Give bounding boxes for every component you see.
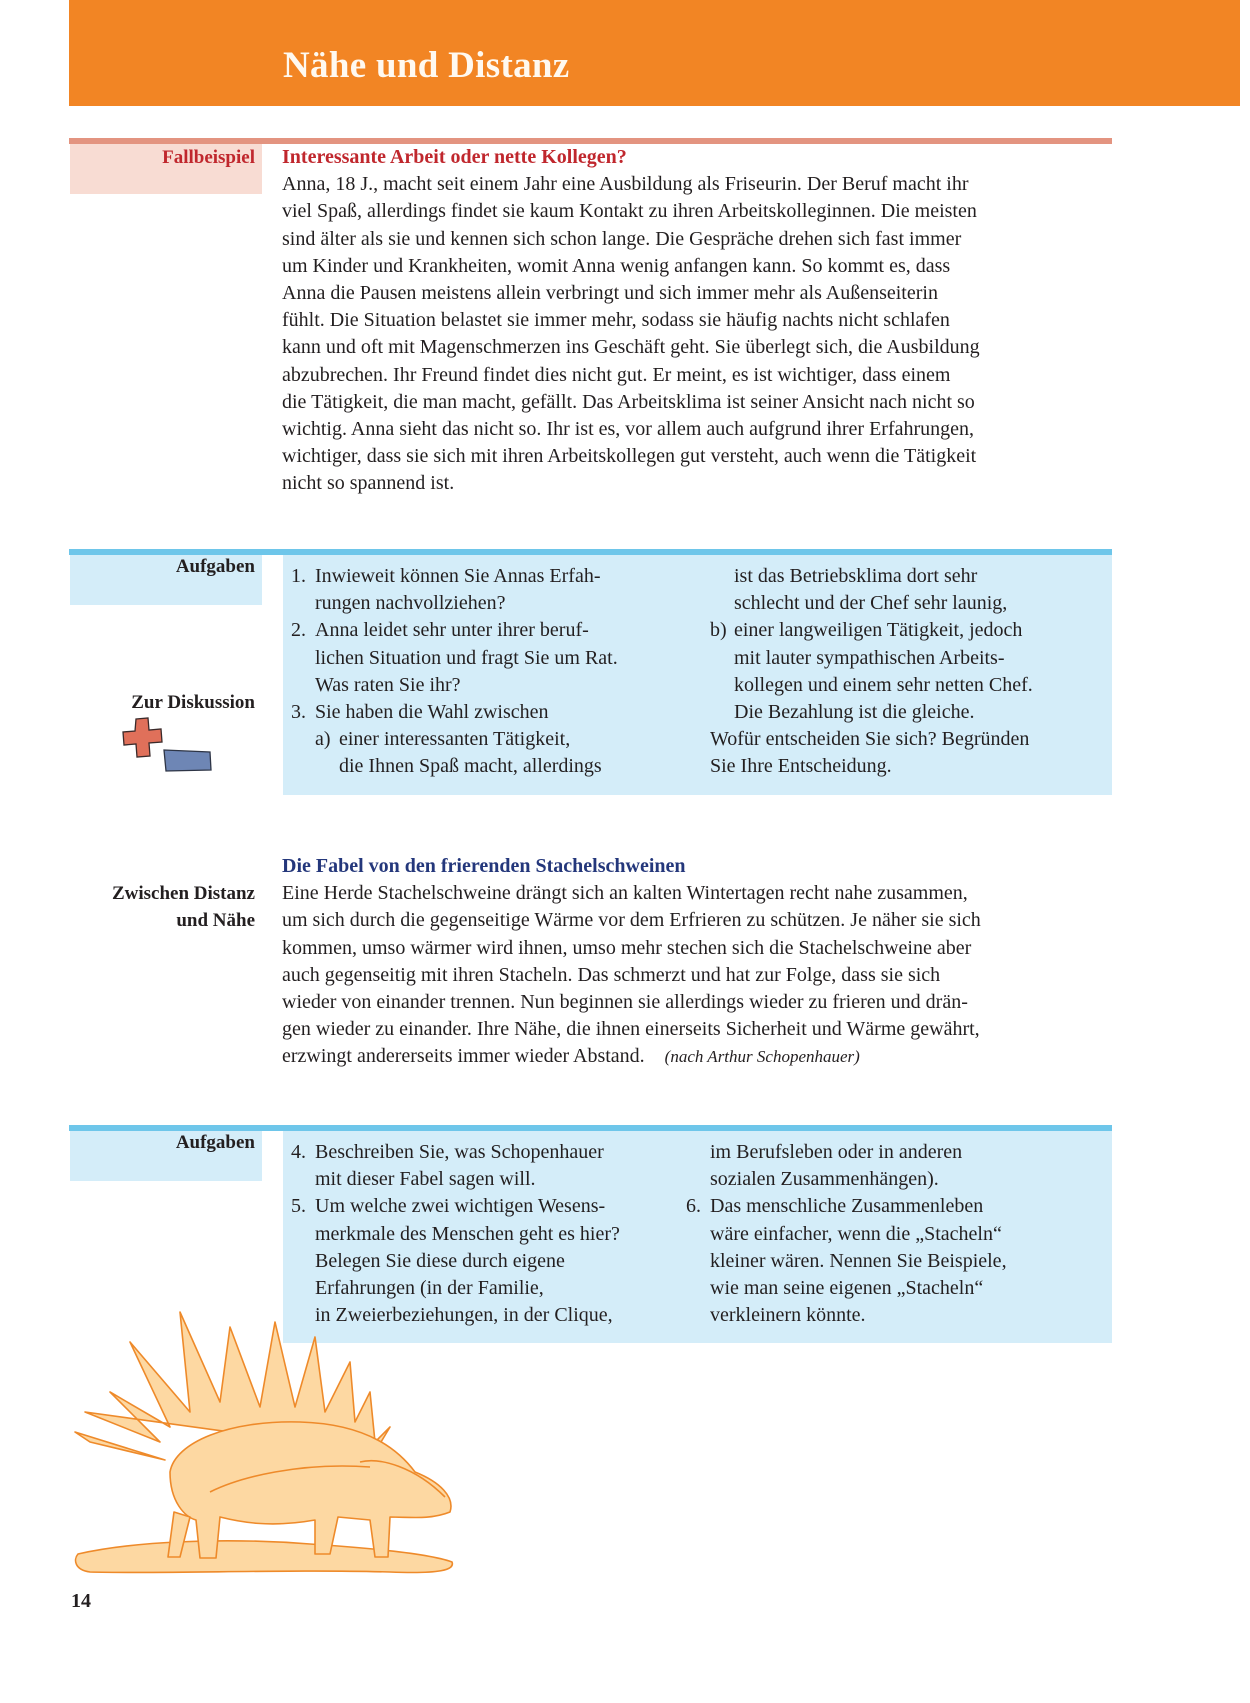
task-line [686,1166,1007,1193]
discussion-label: Zur Diskussion [131,692,255,713]
page-title: Nähe und Distanz [283,45,570,86]
task-text: im Berufsleben oder in anderen [710,1141,963,1163]
task-text: Inwieweit können Sie Annas Erfah- [315,565,601,587]
task-text: kleiner wären. Nennen Sie Beispiele, [710,1249,1007,1272]
task-text: Sie Ihre Entscheidung. [710,755,892,778]
task-line [291,726,618,753]
case-study-label: Fallbeispiel [162,147,255,168]
porcupine-icon [70,1292,470,1577]
task-text: Das menschliche Zusammenleben [710,1195,984,1218]
page-number: 14 [71,1590,91,1612]
case-study-line: abzubrechen. Ihr Freund findet dies nicht gut. Er meint, es ist wichtiger, dass einem [282,363,951,386]
case-study-line: wichtig. Anna sieht das nicht so. Ihr ist es, vor allem auch aufgrund ihrer Erfahrungen, [282,418,975,441]
task-subletter: b) [710,619,727,642]
task-text: einer langweiligen Tätigkeit, jedoch [734,619,1023,642]
task-text: rungen nachvollziehen? [315,592,506,615]
task-line [291,617,618,644]
task-text: Wofür entscheiden Sie sich? Begründen [710,728,1030,751]
case-study-line: Anna die Pausen meistens allein verbringt und sich immer mehr als Außenseiterin [282,282,938,305]
fable-text [282,880,1112,1070]
tasks1-label: Aufgaben [175,556,255,577]
tasks2-label: Aufgaben [175,1132,255,1153]
tasks1-left-column [291,563,618,781]
tasks1-right-column [710,563,1033,781]
case-study-line: sind älter als sie und kennen sich schon lange. Die Gespräche drehen sich fast immer [282,227,962,250]
task-line [291,699,618,726]
task-subletter: a) [315,728,331,751]
task-text: wäre einfacher, wenn die „Stacheln“ [710,1222,1002,1245]
task-line [291,1193,620,1220]
fable-line: gen wieder zu einander. Ihre Nähe, die ihnen einerseits Sicherheit und Wärme gewährt, [282,1018,980,1041]
task-line [291,672,618,699]
header-banner [69,0,1240,106]
fable-line: erzwingt andererseits immer wieder Abstand. (nach Arthur Schopenhauer) [282,1045,860,1068]
case-study-title: Interessante Arbeit oder nette Kollegen? [282,146,627,168]
case-study-line: nicht so spannend ist. [282,472,455,495]
task-number: 4. [291,1141,306,1163]
case-study-line: die Tätigkeit, die man macht, gefällt. Das Arbeitsklima ist seiner Ansicht nach nicht so [282,390,975,413]
tasks2-right-column [686,1139,1007,1329]
task-text: wie man seine eigenen „Stacheln“ [710,1277,984,1300]
task-text: einer interessanten Tätigkeit, [339,728,571,751]
task-line [291,1166,620,1193]
task-text: sozialen Zusammenhängen). [710,1168,939,1191]
fable-title: Die Fabel von den frierenden Stachelschweinen [282,855,686,877]
task-text: merkmale des Menschen geht es hier? [315,1222,620,1245]
task-number: 3. [291,701,306,724]
case-study-line: viel Spaß, allerdings findet sie kaum Kontakt zu ihren Arbeitskolleginnen. Die meisten [282,200,977,223]
task-number: 2. [291,619,306,642]
task-text: verkleinern könnte. [710,1304,866,1327]
tasks1-box [283,555,1112,795]
task-line [710,672,1033,699]
fable-line: kommen, umso wärmer wird ihnen, umso mehr stechen sich die Stachelschweine aber [282,936,972,959]
case-study-line: wichtiger, dass sie sich mit ihren Arbeitskollegen gut versteht, auch wenn die Tätigkeit [282,445,977,468]
task-text: Belegen Sie diese durch eigene [315,1249,565,1272]
task-text: mit dieser Fabel sagen will. [315,1168,536,1191]
task-line [710,753,1033,780]
task-line [686,1221,1007,1248]
task-line [291,753,618,780]
case-study-line: kann und oft mit Magenschmerzen ins Geschäft geht. Sie überlegt sich, die Ausbildung [282,336,980,359]
task-text: Die Bezahlung ist die gleiche. [734,701,975,724]
task-line [291,645,618,672]
task-line [710,617,1033,644]
task-line [710,726,1033,753]
task-line [710,563,1033,590]
task-line [291,590,618,617]
discussion-block-icon [164,750,211,771]
task-line [710,699,1033,726]
case-study-text [282,171,1112,497]
task-line [686,1302,1007,1329]
task-number: 6. [686,1195,701,1218]
task-line [710,590,1033,617]
task-line [291,1139,620,1166]
task-text: Anna leidet sehr unter ihrer beruf- [315,619,589,642]
task-line [291,1221,620,1248]
task-text: Erfahrungen (in der Familie, [315,1277,544,1300]
task-text: schlecht und der Chef sehr launig, [734,592,1008,615]
task-line [291,563,618,590]
task-line [710,645,1033,672]
task-line [291,1248,620,1275]
task-line [686,1193,1007,1220]
task-text: Was raten Sie ihr? [315,673,461,696]
task-number: 1. [291,565,306,587]
task-text: mit lauter sympathischen Arbeits- [734,646,1005,669]
task-text: die Ihnen Spaß macht, allerdings [339,755,602,778]
discussion-cross-icon [123,718,162,757]
fable-line: um sich durch die gegenseitige Wärme vor dem Erfrieren zu schützen. Je näher sie sich [282,909,981,932]
case-study-content [282,144,1112,498]
task-text: kollegen und einem sehr netten Chef. [734,673,1033,696]
fable-line: Eine Herde Stachelschweine drängt sich an kalten Wintertagen recht nahe zusammen, [282,882,968,905]
task-text: in Zweierbeziehungen, in der Clique, [315,1304,613,1327]
task-line [686,1248,1007,1275]
fable-content [282,853,1112,1071]
case-study-line: fühlt. Die Situation belastet sie immer mehr, sodass sie häufig nachts nicht schlafen [282,309,950,332]
fable-line: wieder von einander trennen. Nun beginnen sie allerdings wieder zu frieren und drän- [282,991,968,1014]
task-line [686,1275,1007,1302]
discussion-icon [120,716,215,774]
task-text: Um welche zwei wichtigen Wesens- [315,1195,606,1218]
fable-label-line1: Zwischen Distanz [111,883,255,904]
fable-credit: (nach Arthur Schopenhauer) [664,1047,860,1067]
case-study-line: um Kinder und Krankheiten, womit Anna wenig anfangen kann. So kommt es, dass [282,254,951,277]
fable-label-line2: und Nähe [176,910,255,931]
task-text: lichen Situation und fragt Sie um Rat. [315,646,618,669]
fable-line: auch gegenseitig mit ihren Stacheln. Das schmerzt und hat zur Folge, dass sie sich [282,963,941,986]
case-study-line: Anna, 18 J., macht seit einem Jahr eine Ausbildung als Friseurin. Der Beruf macht ihr [282,173,969,196]
task-number: 5. [291,1195,306,1218]
task-text: Sie haben die Wahl zwischen [315,701,549,724]
task-text: ist das Betriebsklima dort sehr [734,565,978,587]
task-line [686,1139,1007,1166]
task-text: Beschreiben Sie, was Schopenhauer [315,1141,604,1163]
